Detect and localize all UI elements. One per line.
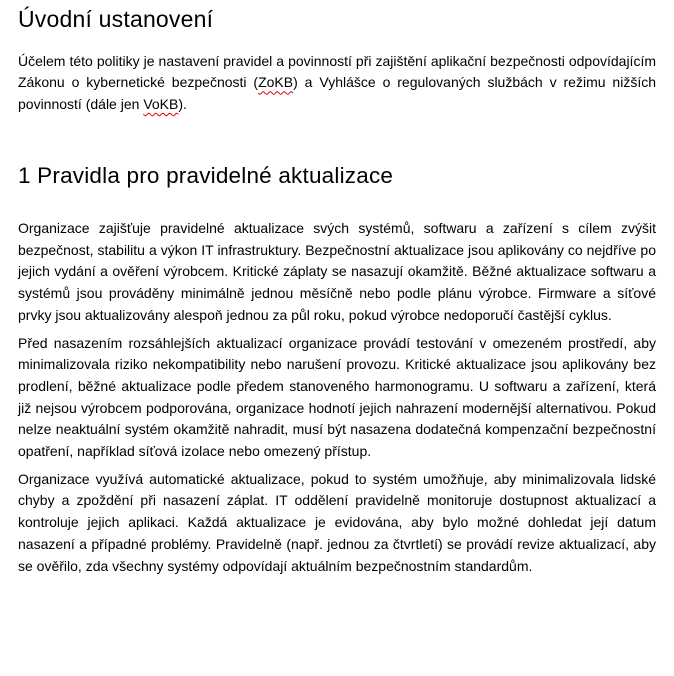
paragraph-testing-compensation: Před nasazením rozsáhlejších aktualizací organizace provádí testování v omezeném prostředí, aby minimalizovala riziko nekompatibility nebo narušení provozu. Kritické aktualizace jsou aplikovány bez prodlení, běžné aktualizace podle předem stanoveného harmonogramu. U softwaru a zařízení, která již nejsou výrobcem podporována, organizace hodnotí jejich nahrazení modernější alternativou. Pokud nelze neaktuální systém okamžitě nahradit, musí být nasazena dodatečná kompenzační bezpečnostní opatření, například síťová izolace nebo omezený přístup. <box>18 334 656 460</box>
intro-text-segment: ). <box>178 96 187 113</box>
intro-text-segment: ) a Vyhlášce o regulovaných službách v režimu nižších povinností (dále jen <box>18 74 657 113</box>
paragraph-automation-review: Organizace využívá automatické aktualizace, pokud to systém umožňuje, aby minimalizovala lidské chyby a zpoždění při nasazení záplat. IT oddělení pravidelně monitoruje dostupnost aktualizací a kontroluje jejich aplikaci. Každá aktualizace je evidována, aby bylo možné dohledat její datum nasazení a případné problémy. Pravidelně (např. jednou za čtvrtletí) se provádí revize aktualizací, aby se ověřilo, zda všechny systémy odpovídají aktuálním bezpečnostním standardům. <box>18 470 656 574</box>
paragraph-update-rules: Organizace zajišťuje pravidelné aktualizace svých systémů, softwaru a zařízení s cílem zvýšit bezpečnost, stabilitu a výkon IT infrastruktury. Bezpečnostní aktualizace jsou aplikovány co nejdříve po jejich vydání a ověření výrobcem. Kritické záplaty se nasazují okamžitě. Běžné aktualizace softwaru a systémů jsou prováděny minimálně jednou měsíčně nebo podle plánu výrobce. Firmware a síťové prvky jsou aktualizovány alespoň jednou za půl roku, pokud výrobce nedoporučí častější cyklus. <box>18 219 656 323</box>
intro-paragraph <box>18 51 656 116</box>
intro-text-segment: Účelem této politiky je nastavení pravidel a povinností při zajištění aplikační bezpečnosti odpovídajícím Zákonu o kybernetické bezpečnosti ( <box>18 52 656 91</box>
section-heading: 1 Pravidla pro pravidelné aktualizace <box>18 162 394 188</box>
spellcheck-term-zokb: ZoKB <box>258 74 294 91</box>
document-title: Úvodní ustanovení <box>18 6 214 32</box>
spellcheck-term-vokb: VoKB <box>143 96 179 113</box>
